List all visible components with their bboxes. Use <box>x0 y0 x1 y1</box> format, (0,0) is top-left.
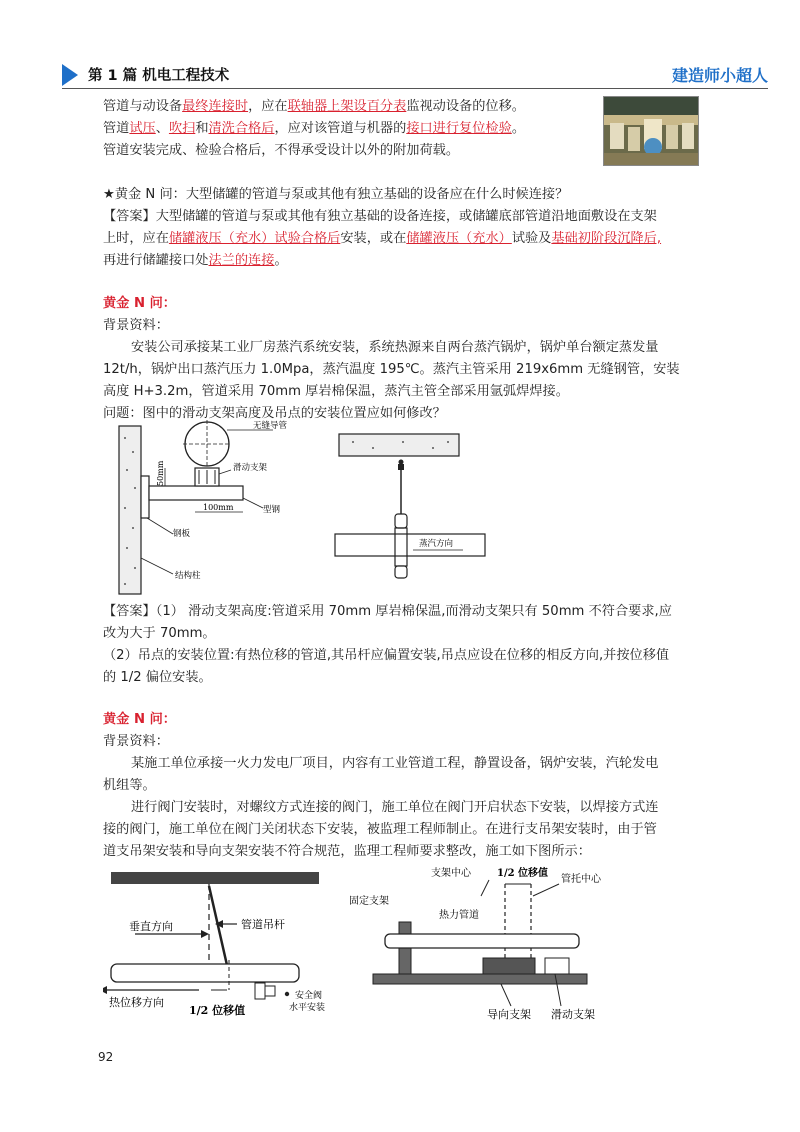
label-seamless-pipe: 无缝导管 <box>253 421 288 431</box>
answer-1-line-3: 再进行储罐接口处法兰的连接。 <box>103 253 288 268</box>
brand-name: 建造师小超人 <box>671 66 768 85</box>
label-pipe-shoe-center: 管托中心 <box>561 874 601 885</box>
label-pipe-hanger: 管道吊杆 <box>241 918 285 931</box>
question-1: ★黄金 N 问：大型储罐的管道与泵或其他有独立基础的设备应在什么时候连接？ <box>103 187 569 202</box>
label-sliding-support: 滑动支架 <box>233 463 268 473</box>
label-fixed-support: 固定支架 <box>349 896 389 907</box>
intro-line-2: 管道试压、吹扫和清洗合格后，应对该管道与机器的接口进行复位检验。 <box>103 121 525 136</box>
q3-para-line-5: 道支吊架安装和导向支架安装不符合规范，监理工程师要求整改，施工如下图所示： <box>103 844 591 859</box>
pump-equipment-photo <box>603 96 699 166</box>
q2-answer-line-1: 【答案】（1） 滑动支架高度:管道采用 70mm 厚岩棉保温,而滑动支架只有 50mm 不符合要求,应 <box>103 604 672 619</box>
section-heading-3: 黄金 N 问： <box>103 712 176 727</box>
q2-para-line-3: 高度 H+3.2m，管道采用 70mm 厚岩棉保温，蒸汽主管全部采用氩弧焊焊接。 <box>103 384 569 399</box>
background-label-3: 背景资料： <box>103 734 169 749</box>
label-support-center: 支架中心 <box>431 868 471 879</box>
page-header <box>62 58 768 90</box>
q2-question: 问题：图中的滑动支架高度及吊点的安装位置应如何修改？ <box>103 406 446 421</box>
support-hanger-figure-2 <box>103 862 623 1022</box>
label-section-steel: 型钢 <box>263 505 281 515</box>
support-hanger-figure-1 <box>103 418 523 596</box>
intro-line-3: 管道安装完成、检验合格后，不得承受设计以外的附加荷载。 <box>103 143 460 158</box>
intro-line-1: 管道与动设备最终连接时，应在联轴器上架设百分表监视动设备的位移。 <box>103 99 525 114</box>
dim-100mm: 100mm <box>203 503 234 512</box>
answer-1-line-1: 【答案】大型储罐的管道与泵或其他有独立基础的设备连接，或储罐底部管道沿地面敷设在支架 <box>103 209 657 224</box>
chapter-title: 第 1 篇 机电工程技术 <box>88 68 230 84</box>
q2-answer-line-3: （2）吊点的安装位置:有热位移的管道,其吊杆应偏置安装,吊点应设在位移的相反方向,并按位移值 <box>103 648 670 663</box>
label-heat-pipe: 热力管道 <box>439 910 479 921</box>
q3-para-line-1: 某施工单位承接一火力发电厂项目，内容有工业管道工程，静置设备，锅炉安装，汽轮发电 <box>131 756 659 771</box>
label-sliding-support-2: 滑动支架 <box>551 1008 595 1021</box>
label-steam-direction: 蒸汽方向 <box>419 539 454 549</box>
background-label-2: 背景资料： <box>103 318 169 333</box>
q2-para-line-1: 安装公司承接某工业厂房蒸汽系统安装，系统热源来自两台蒸汽锅炉，锅炉单台额定蒸发量 <box>131 340 659 355</box>
chapter-marker-icon <box>62 64 78 86</box>
label-half-displacement: 1/2 位移值 <box>189 1004 246 1017</box>
label-half-displacement-2: 1/2 位移值 <box>497 868 549 879</box>
q3-para-line-2: 机组等。 <box>103 778 156 793</box>
label-structural-column: 结构柱 <box>175 571 201 581</box>
q3-para-line-4: 接的阀门，施工单位在阀门关闭状态下安装，被监理工程师制止。在进行支吊架安装时，由于管 <box>103 822 657 837</box>
answer-1-line-2: 上时，应在储罐液压（充水）试验合格后安装，或在储罐液压（充水）试验及基础初阶段沉降后, <box>103 231 662 246</box>
label-horizontal-install: 水平安装 <box>289 1003 326 1013</box>
label-safety-valve: 安全阀 <box>295 991 323 1001</box>
q2-para-line-2: 12t/h，锅炉出口蒸汽压力 1.0Mpa，蒸汽温度 195℃。蒸汽主管采用 219x6mm 无缝钢管，安装 <box>103 362 680 377</box>
q2-answer-line-4: 的 1/2 偏位安装。 <box>103 670 212 685</box>
label-guide-support: 导向支架 <box>487 1008 531 1021</box>
label-thermal-displacement: 热位移方向 <box>109 996 164 1009</box>
section-heading-2: 黄金 N 问： <box>103 296 176 311</box>
page-number: 92 <box>98 1050 114 1064</box>
label-steel-plate: 钢板 <box>173 529 191 539</box>
header-divider <box>62 88 768 89</box>
dim-50mm: 50mm <box>156 460 165 486</box>
q2-answer-line-2: 改为大于 70mm。 <box>103 626 216 641</box>
q3-para-line-3: 进行阀门安装时，对螺纹方式连接的阀门，施工单位在阀门开启状态下安装，以焊接方式连 <box>131 800 659 815</box>
label-vertical-direction: 垂直方向 <box>129 920 173 933</box>
